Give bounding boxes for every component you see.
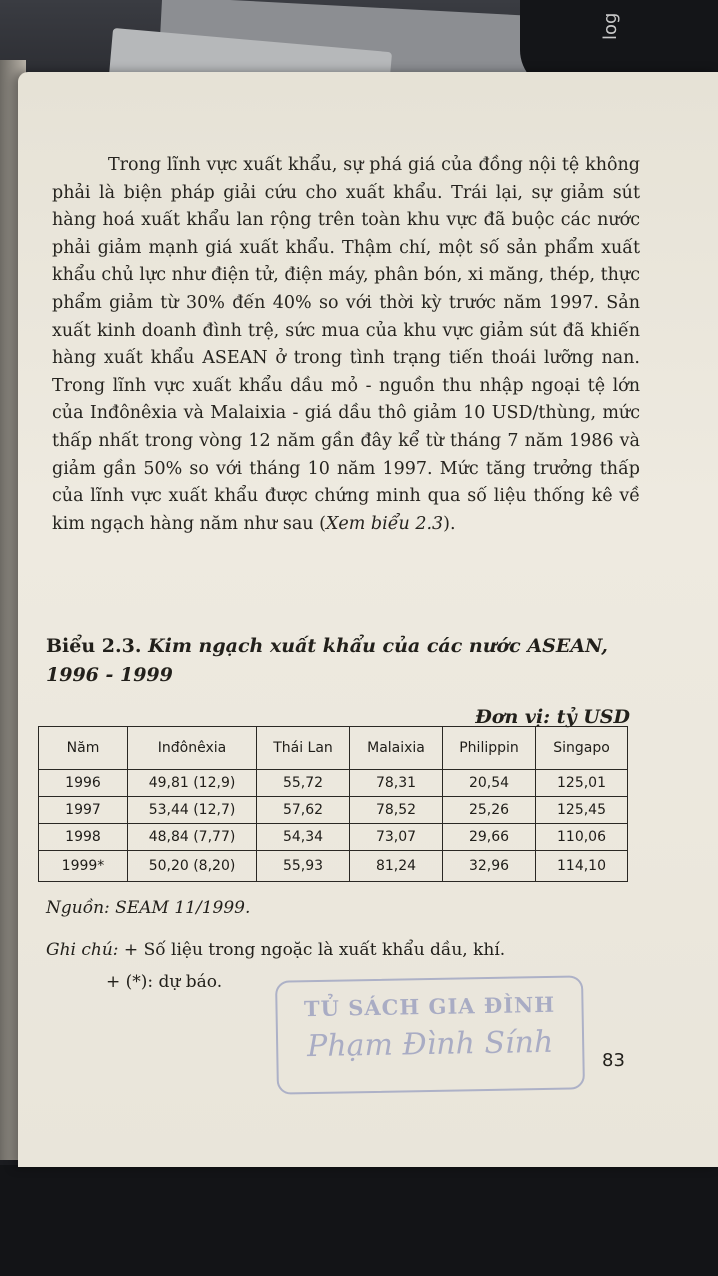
table-row — [39, 824, 628, 851]
table-row — [39, 851, 628, 882]
cell-singapore: 114,10 — [536, 851, 628, 882]
cell-thailand: 55,93 — [257, 851, 350, 882]
cell-philippines: 25,26 — [443, 797, 536, 824]
note-line-1 — [46, 940, 505, 960]
cell-philippines: 29,66 — [443, 824, 536, 851]
note-text-1: + Số liệu trong ngoặc là xuất khẩu dầu, khí. — [118, 940, 506, 960]
cell-philippines: 32,96 — [443, 851, 536, 882]
unit-label: Đơn vị: tỷ USD — [475, 706, 630, 728]
paragraph-text: Trong lĩnh vực xuất khẩu, sự phá giá của đồng nội tệ không phải là biện pháp giải cứu cho xuất khẩu. Trái lại, sự giảm sút hàng hoá xuất khẩu lan rộng trên toàn khu vực đã buộc các nước phải giảm mạnh giá xuất khẩu. Thậm chí, một số sản phẩm xuất khẩu chủ lực như điện tử, điện máy, phân bón, xi măng, thép, thực phẩm giảm từ 30% đến 40% so với thời kỳ trước năm 1997. Sản xuất kinh doanh đình trệ, sức mua của khu vực giảm sút đã khiến hàng xuất khẩu ASEAN ở trong tình trạng tiến thoái lưỡng nan. Trong lĩnh vực xuất khẩu dầu mỏ - nguồn thu nhập ngoại tệ lớn của Inđônêxia và Malaixia - giá dầu thô giảm 10 USD/thùng, mức thấp nhất trong vòng 12 năm gần đây kể từ tháng 7 năm 1986 và giảm gần 50% so với tháng 10 năm 1997. Mức tăng trưởng thấp của lĩnh vực xuất khẩu được chứng minh qua số liệu thống kê về kim ngạch hàng năm như sau ( — [52, 155, 640, 534]
page-number: 83 — [602, 1050, 625, 1071]
cell-singapore: 110,06 — [536, 824, 628, 851]
library-stamp — [275, 975, 585, 1094]
caption-title: Kim ngạch xuất khẩu của các nước ASEAN, 1996 - 1999 — [46, 635, 608, 686]
paragraph-reference: Xem biểu 2.3 — [325, 513, 444, 534]
cell-malaysia: 78,52 — [350, 797, 443, 824]
paragraph-end: ). — [443, 513, 456, 534]
header-thailand: Thái Lan — [257, 727, 350, 770]
header-year: Năm — [39, 727, 128, 770]
note-label: Ghi chú: — [46, 940, 119, 960]
cell-year: 1997 — [39, 797, 128, 824]
caption-label: Biểu 2.3. — [46, 635, 142, 657]
header-singapore: Singapo — [536, 727, 628, 770]
table-caption — [46, 632, 646, 690]
cell-indonesia: 48,84 (7,77) — [128, 824, 257, 851]
stamp-line-1: TỦ SÁCH GIA ĐÌNH — [303, 991, 556, 1022]
source-note: Nguồn: SEAM 11/1999. — [46, 898, 251, 918]
cell-year: 1999* — [39, 851, 128, 882]
cell-indonesia: 50,20 (8,20) — [128, 851, 257, 882]
export-table — [38, 726, 628, 882]
body-paragraph — [52, 152, 640, 538]
cell-malaysia: 73,07 — [350, 824, 443, 851]
cell-philippines: 20,54 — [443, 770, 536, 797]
header-malaysia: Malaixia — [350, 727, 443, 770]
table-row — [39, 797, 628, 824]
cell-thailand: 57,62 — [257, 797, 350, 824]
header-indonesia: Inđônêxia — [128, 727, 257, 770]
note-line-2: + (*): dự báo. — [106, 972, 223, 992]
background-floor — [0, 1165, 718, 1276]
cell-malaysia: 81,24 — [350, 851, 443, 882]
table-row — [39, 770, 628, 797]
laptop-brand-text: log — [600, 12, 621, 40]
header-philippines: Philippin — [443, 727, 536, 770]
table-header-row — [39, 727, 628, 770]
cell-indonesia: 49,81 (12,9) — [128, 770, 257, 797]
cell-singapore: 125,45 — [536, 797, 628, 824]
cell-year: 1998 — [39, 824, 128, 851]
cell-thailand: 55,72 — [257, 770, 350, 797]
cell-thailand: 54,34 — [257, 824, 350, 851]
cell-indonesia: 53,44 (12,7) — [128, 797, 257, 824]
cell-singapore: 125,01 — [536, 770, 628, 797]
stamp-line-2: Phạm Đình Sính — [306, 1024, 554, 1065]
cell-year: 1996 — [39, 770, 128, 797]
cell-malaysia: 78,31 — [350, 770, 443, 797]
